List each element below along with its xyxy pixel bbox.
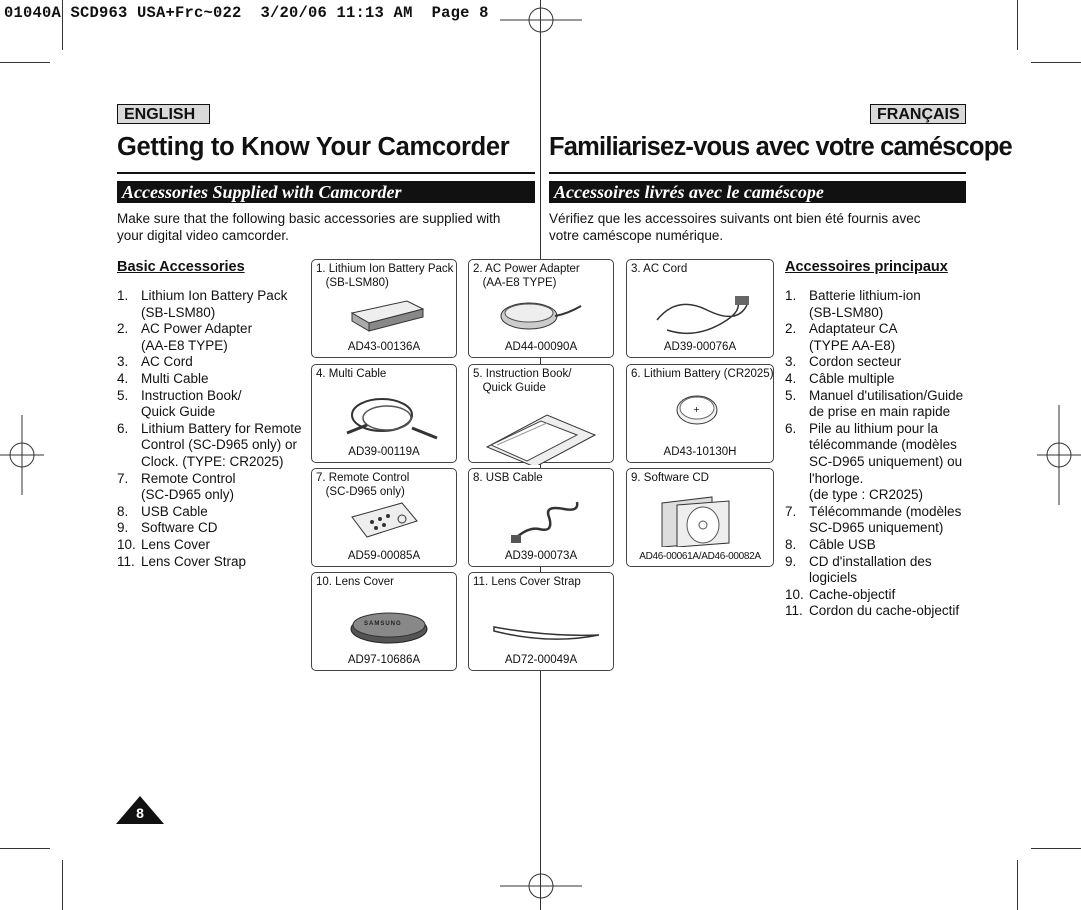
accessory-list-english [117,288,307,570]
list-item-text: Instruction Book/ Quick Guide [141,387,242,420]
accessory-card [468,572,614,671]
list-item [785,603,965,620]
accessory-card-label: 4. Multi Cable [316,368,387,380]
list-item-number: 6. [117,420,129,436]
crop-mark [0,848,50,849]
list-item-text: Câble multiple [809,370,895,386]
crop-mark [1017,860,1018,910]
page-number: 8 [136,805,144,821]
list-item-text: Remote Control (SC-D965 only) [141,470,236,503]
list-item [117,388,307,421]
crop-mark [1031,62,1081,63]
ac-cord-icon [647,290,757,340]
list-item-number: 6. [785,420,797,436]
accessory-card [311,259,457,358]
accessory-card [626,468,774,567]
accessory-part-number: AD72-00049A [504,654,578,666]
accessory-card [468,259,614,358]
list-item-text: AC Power Adapter (AA-E8 TYPE) [141,321,253,353]
accessory-card [311,572,457,671]
list-item-text: Lens Cover Strap [141,553,247,569]
instruction-book-icon [477,405,602,465]
intro-french: Vérifiez que les accessoires suivants ont bien été fournis avec votre caméscope numérique. [549,211,921,243]
list-item [785,537,965,554]
accessory-part-number: AD59-00085A [347,550,421,562]
list-item-number: 5. [785,387,797,403]
svg-text:+: + [693,405,700,414]
list-item [117,520,307,537]
accessory-card-label: 2. AC Power Adapter (AA-E8 TYPE) [473,263,580,289]
list-item-text: Batterie lithium-ion (SB-LSM80) [809,288,921,320]
list-item-number: 7. [785,503,797,519]
accessory-part-number: AD39-00073A [504,550,578,562]
accessory-card [311,468,457,567]
list-item [117,537,307,554]
list-item [785,388,965,421]
list-item-number: 4. [117,370,129,386]
lens-cover-brand: SAMSUNG [364,621,402,627]
accessory-card-label: 5. Instruction Book/ Quick Guide [473,368,572,394]
list-item-number: 11. [785,603,803,619]
list-item-text: Pile au lithium pour la télécommande (modèles SC-D965 uniquement) ou l'horloge. (de type : CR2025) [809,420,963,503]
accessory-card-label: 11. Lens Cover Strap [473,576,581,588]
registration-mark-right-icon [1037,405,1081,505]
accessory-card-label: 3. AC Cord [631,263,688,275]
lens-strap-icon [489,617,609,647]
title-rule-english [117,172,535,174]
accessory-part-number: AD39-00119A [348,446,420,458]
list-item-number: 9. [785,553,797,569]
multi-cable-icon [337,393,447,445]
remote-control-icon [347,497,427,542]
list-item-number: 3. [117,354,129,370]
list-item-number: 8. [785,536,797,552]
accessory-list-french [785,288,965,620]
list-item-text: Software CD [141,520,218,536]
accessory-part-number: AD44-00090A [504,341,578,353]
list-item-text: Cordon secteur [809,354,902,370]
registration-mark-left-icon [0,415,44,495]
list-item [785,321,965,354]
list-item [117,354,307,371]
list-item [785,288,965,321]
list-item-text: Cordon du cache-objectif [809,603,960,619]
lang-badge-francais: FRANÇAIS [870,104,966,124]
list-item-text: Lens Cover [141,536,211,552]
page-title-french: Familiarisez-vous avec votre caméscope [549,133,1012,161]
accessory-card [626,259,774,358]
registration-mark-top-icon [500,0,582,42]
list-item-text: Manuel d'utilisation/Guide de prise en main rapide [809,387,964,420]
list-item-text: CD d'installation des logiciels [809,553,932,586]
list-item [117,371,307,388]
list-item-text: USB Cable [141,503,208,519]
list-item [117,471,307,504]
list-item-number: 2. [785,321,797,337]
title-rule-french [549,172,966,174]
page-title-english: Getting to Know Your Camcorder [117,133,510,161]
list-item [117,554,307,571]
section-heading-english: Accessories Supplied with Camcorder [117,181,535,203]
accessory-card [468,364,614,463]
accessory-card-label: 7. Remote Control (SC-D965 only) [316,472,410,498]
list-item-number: 1. [785,288,797,303]
list-item-number: 11. [117,553,135,569]
section-heading-french: Accessoires livrés avec le caméscope [549,181,966,203]
list-item-number: 10. [785,586,804,602]
list-item [117,504,307,521]
accessory-card-label: 6. Lithium Battery (CR2025) [631,368,774,380]
intro-english: Make sure that the following basic accessories are supplied with your digital video camcorder. [117,211,501,243]
accessory-part-number: AD46-00061A/AD46-00082A [639,551,761,562]
list-item-text: Câble USB [809,536,876,552]
list-item-text: Cache-objectif [809,586,896,602]
crop-mark [62,860,63,910]
list-item-number: 9. [117,520,129,536]
list-item-number: 4. [785,370,797,386]
accessory-part-number: AD39-00076A [663,341,737,353]
list-item-number: 2. [117,321,129,337]
battery-pack-icon [347,295,427,335]
list-item [785,371,965,388]
list-item-text: Lithium Ion Battery Pack (SB-LSM80) [141,288,288,320]
list-item-number: 8. [117,503,129,519]
list-item [785,554,965,587]
lang-badge-english: ENGLISH [117,104,210,124]
registration-mark-bottom-icon [500,866,582,910]
list-item-text: Lithium Battery for Remote Control (SC-D965 only) or Clock. (TYPE: CR2025) [141,420,302,469]
crop-mark [1031,848,1081,849]
list-item-text: Télécommande (modèles SC-D965 uniquement) [809,503,962,536]
list-item [785,504,965,537]
accessory-card [311,364,457,463]
list-item-number: 5. [117,387,129,403]
list-item-number: 7. [117,470,129,486]
list-item-text: Adaptateur CA (TYPE AA-E8) [809,321,898,353]
accessory-part-number: AD43-10130H [663,446,737,458]
list-item [785,421,965,504]
list-item-number: 3. [785,354,797,370]
list-item-text: Multi Cable [141,370,209,386]
accessory-card [626,364,774,463]
list-item-text: AC Cord [141,354,193,370]
list-item-number: 10. [117,536,136,552]
list-item [117,288,307,321]
accessory-card-label: 10. Lens Cover [316,576,394,588]
list-item [785,354,965,371]
accessory-card-label: 9. Software CD [631,472,709,484]
subheading-accessoires-principaux: Accessoires principaux [785,259,948,275]
accessory-part-number: AD97-10686A [347,654,421,666]
subheading-basic-accessories: Basic Accessories [117,259,245,275]
accessory-card-label: 8. USB Cable [473,472,543,484]
list-item [117,321,307,354]
software-cd-icon [657,495,737,547]
crop-mark [0,62,50,63]
crop-mark [1017,0,1018,50]
list-item [117,421,307,471]
usb-cable-icon [509,497,589,547]
print-header: 01040A SCD963 USA+Frc~022 3/20/06 11:13 AM Page 8 [4,4,489,22]
accessory-card-label: 1. Lithium Ion Battery Pack (SB-LSM80) [316,263,454,289]
list-item [785,587,965,604]
coin-battery-icon [672,390,722,430]
accessory-card [468,468,614,567]
list-item-number: 1. [117,288,129,303]
power-adapter-icon [497,296,587,336]
accessory-part-number: AD43-00136A [347,341,421,353]
